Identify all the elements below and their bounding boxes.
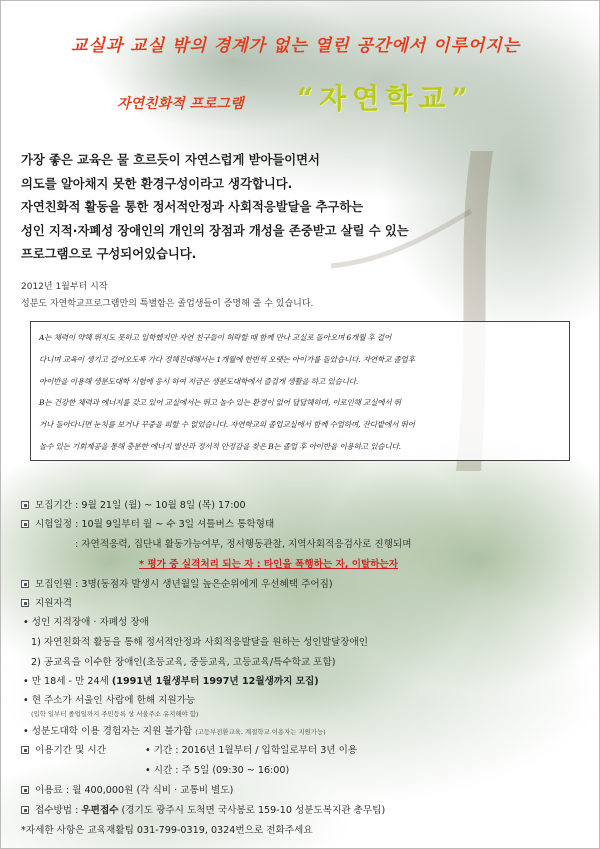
bullet-square-icon bbox=[21, 806, 29, 814]
address-requirement: • 현 주소가 서울인 사람에 한해 지원가능 bbox=[23, 695, 196, 706]
handwritten-testimonial-box bbox=[30, 321, 570, 461]
bullet-square-icon bbox=[21, 501, 29, 509]
handwritten-line: 아이반을 이용해 생분도대학 시험에 응시 하여 지금은 생분도대학에서 즐겁게 생활을 하고 있습니다. bbox=[39, 376, 359, 386]
fee-text: 이용료 : 월 400,000원 (각 식비 · 교통비 별도) bbox=[35, 785, 234, 796]
intro-line: 프로그램으로 구성되어있습니다. bbox=[21, 247, 197, 261]
disqualification-notice: * 평가 중 실격처리 되는 자 : 타인을 폭행하는 자, 이탈하는자 bbox=[139, 559, 399, 570]
qualification-heading: 지원자격 bbox=[35, 598, 73, 609]
apply-method-label: 접수방법 : bbox=[35, 805, 82, 816]
program-title: “자연학교” bbox=[297, 82, 474, 115]
trial-schedule-row bbox=[21, 516, 274, 530]
intro-paragraph bbox=[21, 149, 441, 267]
birth-range-text: (1991년 1월생부터 1997년 12월생까지 모집) bbox=[111, 676, 319, 687]
handwritten-line: 놀수 있는 기회제공을 통해 충분한 에너지 발산과 정서적 안정감을 찾은 B는 졸업 후 아이반을 이용하고 있습니다. bbox=[39, 441, 401, 451]
use-period-value: • 기간 : 2016년 1월부터 / 입학일로부터 3년 이용 bbox=[145, 745, 358, 756]
handwritten-line: 거나 돌아다니면 눈치를 보거나 꾸중을 피할 수 없었습니다. 자연학교의 졸업교실에서 함께 수업하며, 잔디밭에서 뛰어 bbox=[39, 420, 415, 430]
bullet-square-icon bbox=[21, 786, 29, 794]
bullet-square-icon bbox=[21, 580, 29, 588]
use-time-value: • 시간 : 주 5일 (09:30 ~ 16:00) bbox=[145, 765, 290, 776]
graduates-note: 성분도 자연학교프로그램만의 특별함은 졸업생들이 증명해 줄 수 있습니다. bbox=[21, 299, 314, 309]
contact-info: *자세한 사항은 교육재활팀 031-799-0319, 0324번으로 전화주세요 bbox=[21, 825, 313, 836]
trial-detail-row: : 자연적응력, 집단내 활동가능여부, 정서행동관찰, 지역사회적응검사로 진행되며 bbox=[75, 539, 412, 550]
prior-user-restriction-text: • 성분도대학 이용 경험자는 지원 불가함 bbox=[23, 726, 193, 737]
bullet-square-icon bbox=[21, 746, 29, 754]
qualification-subitem: 2) 공교육을 이수한 장애인(초등교육, 중등교육, 고등교육/특수학교 포함) bbox=[31, 657, 336, 668]
headline-program-type: 자연친화적 프로그램 bbox=[117, 96, 244, 112]
intro-line: 자연친화적 활동을 통한 정서적안정과 사회적응발달을 추구하는 bbox=[21, 200, 364, 214]
trial-schedule-text: 시험일정 : 10월 9일부터 월 ~ 수 3일 셔틀버스 통학형태 bbox=[35, 519, 275, 530]
handwritten-line: A는 체력이 약해 뛰지도 못하고 입학했지만 자연 친구들이 허락할 때 함께 만나 교실로 돌아오며 6개월 후 걸어 bbox=[39, 333, 392, 342]
handwritten-line: 다니며 교육이 생기고 걸어오도록 가다 정해진대해서는 1개월에 한번씩 오랫는 아이가를 돌았습니다. 자연학교 졸업후 bbox=[39, 354, 415, 364]
bullet-square-icon bbox=[21, 599, 29, 607]
qualification-item: • 성인 지적장애 · 자폐성 장애 bbox=[23, 617, 149, 628]
apply-method-row bbox=[21, 802, 385, 816]
recruit-period-row bbox=[21, 497, 246, 511]
handwritten-line: B는 건강한 체력과 에너지를 갖고 있어 교실에서는 뛰고 놀수 있는 환경이 없어 답답해하며, 이로인해 교실에서 뛰 bbox=[39, 398, 401, 408]
headline-tagline: 교실과 교실 밖의 경계가 없는 열린 공간에서 이루어지는 bbox=[71, 36, 521, 56]
intro-line: 가장 좋은 교육은 물 흐르듯이 자연스럽게 받아들이면서 bbox=[21, 153, 320, 167]
intro-line: 성인 지적·자폐성 장애인의 개인의 장점과 개성을 존중받고 살릴 수 있는 bbox=[21, 223, 409, 238]
age-range-text: • 만 18세 - 만 24세 bbox=[23, 676, 112, 687]
bullet-square-icon bbox=[21, 520, 29, 528]
intro-line: 의도를 알아채지 못한 환경구성이라고 생각합니다. bbox=[21, 176, 293, 191]
use-period-row bbox=[21, 742, 106, 756]
apply-method-value: 우편접수 bbox=[81, 805, 119, 816]
use-period-label: 이용기간 및 시간 bbox=[35, 745, 106, 756]
qualification-subitem: 1) 자연친화적 활동을 통해 정서적안정과 사회적응발달을 원하는 성인발달장애인 bbox=[31, 637, 369, 648]
since-note bbox=[21, 279, 521, 313]
prior-user-restriction-row bbox=[23, 723, 326, 737]
prior-user-restriction-note: (고등부전환교육, 계절학교 이용자는 지원가능) bbox=[195, 728, 326, 736]
recruit-count-row bbox=[21, 576, 333, 590]
qualification-row bbox=[21, 595, 72, 609]
address-note: (입학 일부터 졸업일까지 주민등록 상 서울주소 유지해야 함) bbox=[31, 710, 199, 718]
recruit-period-text: 모집기간 : 9월 21일 (월) ~ 10월 8일 (목) 17:00 bbox=[35, 500, 246, 511]
recruit-count-text: 모집인원 : 3명(동점자 발생시 생년월일 높은순위에게 우선혜택 주어짐) bbox=[35, 579, 333, 590]
start-date-text: 2012년 1월부터 시작 bbox=[21, 282, 108, 292]
fee-row bbox=[21, 782, 233, 796]
age-requirement-row bbox=[23, 673, 319, 687]
apply-address: (경기도 광주시 도척면 국사봉로 159-10 성분도복지관 총무팀) bbox=[118, 805, 386, 816]
